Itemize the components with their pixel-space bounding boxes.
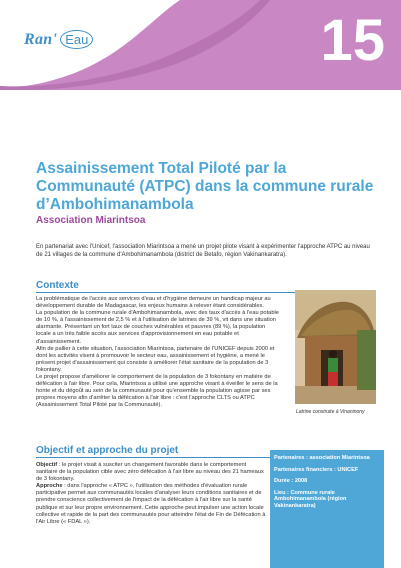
context-body bbox=[36, 296, 280, 410]
info-sidebar bbox=[270, 450, 384, 568]
context-paragraph: La population de la commune rurale d'Ambohimanambola, avec des taux d'accès à l'eau potable de 10 %, à l'assainissement de 2,5 % et à l'utilisation de latrines de 39 %, vit dans une situation alarmante. Présentant un fort taux de couches vulnérables et pauvres (89 %), la population locale a un très faible accès aux services d'approvisionnement en eau potable et d'assainissement. bbox=[36, 310, 279, 345]
latrine-photo-illustration bbox=[295, 290, 376, 404]
sidebar-partners: Partenaires : association Miarintsoa bbox=[274, 455, 370, 461]
context-paragraph: La problématique de l'accès aux services d'eau et d'hygiène demeure un handicap majeur au développement durable de Madagascar, les enjeux humains à relever étant considérables. bbox=[36, 296, 271, 310]
sidebar-duration: Durée : 2008 bbox=[274, 478, 308, 485]
photo-caption: Latrine construite à Vinaninony bbox=[296, 409, 365, 415]
context-paragraph: Afin de pallier à cette situation, l'association Miarintsoa, partenaire de l'UNICEF depuis 2000 et dont les activités visent à promouvoir le secteur eau, assainissement et hygiène, a mené le présent projet d'assainissement qui consiste à améliorer l'état sanitaire de la population de 3 fokontany. bbox=[36, 345, 275, 373]
objective-paragraph bbox=[36, 462, 267, 483]
header-banner bbox=[0, 0, 401, 90]
sidebar-location: Lieu : Commune rurale Ambohimanambola (région Vakinankaratra) bbox=[274, 489, 347, 509]
approach-paragraph bbox=[36, 483, 267, 526]
approach-label: Approche bbox=[36, 483, 63, 490]
objective-text: : le projet visait à susciter un changement favorable dans le comportement sanitaire de la population cible avec zéro défécation à l'air libre au niveau des 21 hameaux de 3 fokontany. bbox=[36, 462, 264, 483]
page-title: Assainissement Total Piloté par la Communauté (ATPC) dans la commune rurale d’Ambohimanambola bbox=[36, 160, 374, 213]
objective-label: Objectif bbox=[36, 462, 58, 468]
issue-number: 15 bbox=[320, 8, 385, 73]
latrine-photo bbox=[295, 290, 376, 404]
section-title-context: Contexte bbox=[36, 280, 79, 291]
objectives-body bbox=[36, 462, 267, 526]
organization-name: Association Miarintsoa bbox=[36, 215, 146, 226]
intro-paragraph: En partenariat avec l'Unicef, l'association Miarintsoa a mené un projet pilote visant à expérimenter l'approche ATPC au niveau de 21 villages de la commune d'Ambohimanambola (district de Betafo, région Vakinankaratra). bbox=[36, 244, 370, 258]
logo-text-eau: Eau bbox=[60, 30, 93, 49]
sidebar-funding: Partenaires financiers : UNICEF bbox=[274, 466, 359, 473]
context-paragraph: Le projet propose d'améliorer le comportement de la population de 3 fokontany en matière de défécation à l'air libre. Pour cela, Miarintsoa a utilisé une approche visant à éveiller le sens de la honte et du dégoût au sein de la communauté pour qu'ensemble la population agisse par ses propres moyens afin d'arrêter la défécation à l'air libre : c'est l'approche CLTS ou ATPC (Assainissement Total Piloté par la Communauté). bbox=[36, 374, 278, 409]
section-title-objectives: Objectif et approche du projet bbox=[36, 445, 179, 456]
logo-text-ran: Ran' bbox=[24, 30, 58, 48]
raneau-logo bbox=[24, 30, 93, 49]
approach-text: : dans l'approche « ATPC », l'utilisation des méthodes d'évaluation rurale participative permet aux communautés locales d'analyser leurs conditions sanitaires et de prendre conscience collectivement de l'impact de la défécation à l'air libre sur la santé publique et sur leur propre environnement. Cette approche peut impulser une action locale collective et rapide de la part des communautés pour atteindre l'état de Fin de Défécation à l'Air Libre (« FDAL »). bbox=[36, 483, 266, 525]
